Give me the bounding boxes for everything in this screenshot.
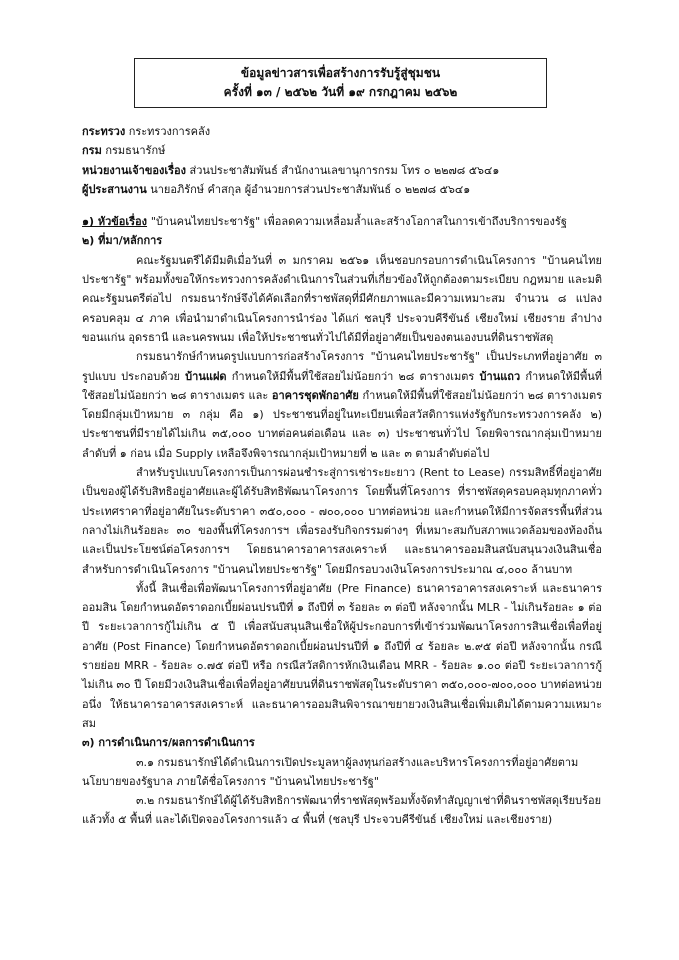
document-title-box	[134, 58, 547, 108]
department-label: กรม	[82, 144, 102, 158]
section-1-label: ๑) หัวข้อเรื่อง	[82, 215, 148, 229]
section-2-p2-text-e: กำหนดให้มีพื้นที่ใช้สอยไม่น้อยกว่า ๒๘ ตารางเมตรโดยมีกลุ่มเป้าหมาย ๓ กลุ่ม คือ ๑) ประชาชนที่อยู่ในทะเบียนเพื่อสวัสดิการแห่งรัฐกับกระทรวงการคลัง ๒) ประชาชนที่มีรายได้ไม่เกิน ๓๕,๐๐๐ บาทต่อคนต่อเดือน และ ๓) ประชาชนทั่วไป โดยพิจารณากลุ่มเป้าหมายลำดับที่ ๑ ก่อน เมื่อ Supply เหลือจึงพิจารณากลุ่มเป้าหมายที่ ๒ และ ๓ ตามลำดับต่อไป	[82, 388, 602, 460]
section-3-item-1: ๓.๑ กรมธนารักษ์ได้ดำเนินการเปิดประมูลหาผู้ลงทุนก่อสร้างและบริหารโครงการที่อยู่อาศัยตามนโยบายของรัฐบาล ภายใต้ชื่อโครงการ "บ้านคนไทยประชารัฐ"	[82, 755, 579, 788]
ministry-label: กระทรวง	[82, 125, 126, 138]
section-2-p2-text-d: กำหนดให้มีพื้นที่ใช้สอยไม่น้อยกว่า ๒๘ ตารางเมตร และ	[82, 369, 602, 402]
issue-date-line: ครั้งที่ ๑๓ / ๒๕๖๒ วันที่ ๑๙ กรกฎาคม ๒๕๖๒	[223, 85, 458, 99]
section-1-text: "บ้านคนไทยประชารัฐ" เพื่อลดความเหลื่อมล้ำและสร้างโอกาสในการเข้าถึงบริการของรัฐ	[150, 215, 567, 229]
housing-type-twin: บ้านแฝด	[185, 369, 227, 383]
section-2-paragraph-4: ทั้งนี้ สินเชื่อเพื่อพัฒนาโครงการที่อยู่อาศัย (Pre Finance) ธนาคารอาคารสงเคราะห์ และธนาคารออมสิน โดยกำหนดอัตราดอกเบี้ยผ่อนปรนปีที่ ๑ ถึงปีที่ ๓ ร้อยละ ๓ ต่อปี หลังจากนั้น MLR - ไม่เกินร้อยละ ๑ ต่อปี ระยะเวลาการกู้ไม่เกิน ๕ ปี เพื่อสนับสนุนสินเชื่อให้ผู้ประกอบการที่เข้าร่วมพัฒนาโครงการสินเชื่อเพื่อที่อยู่อาศัย (Post Finance) โดยกำหนดอัตราดอกเบี้ยผ่อนปรนปีที่ ๑ ถึงปีที่ ๔ ร้อยละ ๒.๙๕ ต่อปี หลังจากนั้น กรณีรายย่อย MRR - ร้อยละ ๐.๗๕ ต่อปี หรือ กรณีสวัสดิการหักเงินเดือน MRR - ร้อยละ ๑.๐๐ ต่อปี ระยะเวลาการกู้ไม่เกิน ๓๐ ปี โดยมีวงเงินสินเชื่อเพื่อที่อยู่อาศัยบนที่ดินราชพัสดุในระดับราคา ๓๕๐,๐๐๐-๗๐๐,๐๐๐ บาทต่อหน่วย อนึ่ง ให้ธนาคารอาคารสงเคราะห์ และธนาคารออมสินพิจารณาขยายวงเงินสินเชื่อเพิ่มเติมได้ตามความเหมาะสม	[82, 581, 602, 730]
owner-row	[82, 161, 602, 180]
section-3-heading: ๓) การดำเนินการ/ผลการดำเนินการ	[82, 736, 255, 750]
ministry-row	[82, 122, 602, 141]
department-row	[82, 141, 602, 160]
housing-type-condo: อาคารชุดพักอาศัย	[271, 388, 359, 402]
document-body	[82, 122, 602, 830]
department-value: กรมธนารักษ์	[105, 144, 166, 158]
section-2-p2-text-a: กรมธนารักษ์กำหนดรูปแบบการก่อสร้างโครงการ "บ้านคนไทยประชารัฐ" เป็นประเภทที่อยู่อาศัย ๓ รูปแบบ ประกอบด้วย	[82, 350, 602, 383]
owner-label: หน่วยงานเจ้าของเรื่อง	[82, 163, 186, 177]
coordinator-row	[82, 180, 602, 199]
section-2-paragraph-2	[82, 347, 602, 463]
section-2-p2-text-c: กำหนดให้มีพื้นที่ใช้สอยไม่น้อยกว่า ๒๘ ตารางเมตร	[226, 369, 480, 383]
section-3-item-2: ๓.๒ กรมธนารักษ์ได้ผู้ได้รับสิทธิการพัฒนาที่ราชพัสดุพร้อมทั้งจัดทำสัญญาเช่าที่ดินราชพัสดุเรียบร้อยแล้วทั้ง ๕ พื้นที่ และได้เปิดจองโครงการแล้ว ๔ พื้นที่ (ชลบุรี ประจวบคีรีขันธ์ เชียงใหม่ และเชียงราย)	[82, 794, 602, 827]
section-2-heading: ๒) ที่มา/หลักการ	[82, 234, 163, 248]
housing-type-row: บ้านแถว	[479, 369, 521, 383]
coordinator-label: ผู้ประสานงาน	[82, 182, 147, 196]
ministry-value: กระทรวงการคลัง	[128, 125, 211, 138]
section-2-paragraph-1: คณะรัฐมนตรีได้มีมติเมื่อวันที่ ๓ มกราคม ๒๕๖๑ เห็นชอบกรอบการดำเนินโครงการ "บ้านคนไทยประชารัฐ" พร้อมทั้งขอให้กระทรวงการคลังดำเนินการในส่วนที่เกี่ยวข้องให้ถูกต้องตามระเบียบ กฎหมาย และมติคณะรัฐมนตรีต่อไป กรมธนารักษ์จึงได้คัดเลือกที่ราชพัสดุที่มีศักยภาพและมีความเหมาะสม จำนวน ๘ แปลง ครอบคลุม ๔ ภาค เพื่อนำมาดำเนินโครงการนำร่อง ได้แก่ ชลบุรี ประจวบคีรีขันธ์ เชียงใหม่ เชียงราย ลำปาง ขอนแก่น อุดรธานี และนครพนม เพื่อให้ประชาชนทั่วไปได้มีที่อยู่อาศัยเป็นของตนเองบนที่ดินราชพัสดุ	[82, 253, 602, 344]
document-title: ข้อมูลข่าวสารเพื่อสร้างการรับรู้สู่ชุมชน	[240, 66, 441, 80]
coordinator-value: นายอภิรักษ์ คำสกุล ผู้อำนวยการส่วนประชาสัมพันธ์ ๐ ๒๒๗๘ ๕๖๔๑	[150, 182, 471, 196]
owner-value: ส่วนประชาสัมพันธ์ สำนักงานเลขานุการกรม โทร ๐ ๒๒๗๘ ๕๖๔๑	[189, 163, 500, 177]
section-1-heading	[82, 212, 602, 231]
section-2-paragraph-3: สำหรับรูปแบบโครงการเป็นการผ่อนชำระสู่การเช่าระยะยาว (Rent to Lease) กรรมสิทธิ์ที่อยู่อาศัยเป็นของผู้ได้รับสิทธิอยู่อาศัยและผู้ได้รับสิทธิพัฒนาโครงการ โดยพื้นที่โครงการ ที่ราชพัสดุครอบคลุมทุกภาคทั่วประเทศราคาที่อยู่อาศัยในระดับราคา ๓๕๐,๐๐๐ - ๗๐๐,๐๐๐ บาทต่อหน่วย และกำหนดให้มีการจัดสรรพื้นที่ส่วนกลางไม่เกินร้อยละ ๓๐ ของพื้นที่โครงการฯ เพื่อรองรับกิจกรรมต่างๆ ที่เหมาะสมกับสภาพแวดล้อมของท้องถิ่น และเป็นประโยชน์ต่อโครงการฯ โดยธนาคารอาคารสงเคราะห์ และธนาคารออมสินสนับสนุนวงเงินสินเชื่อสำหรับการดำเนินโครงการ "บ้านคนไทยประชารัฐ" โดยมีกรอบวงเงินโครงการประมาณ ๔,๐๐๐ ล้านบาท	[82, 466, 602, 576]
